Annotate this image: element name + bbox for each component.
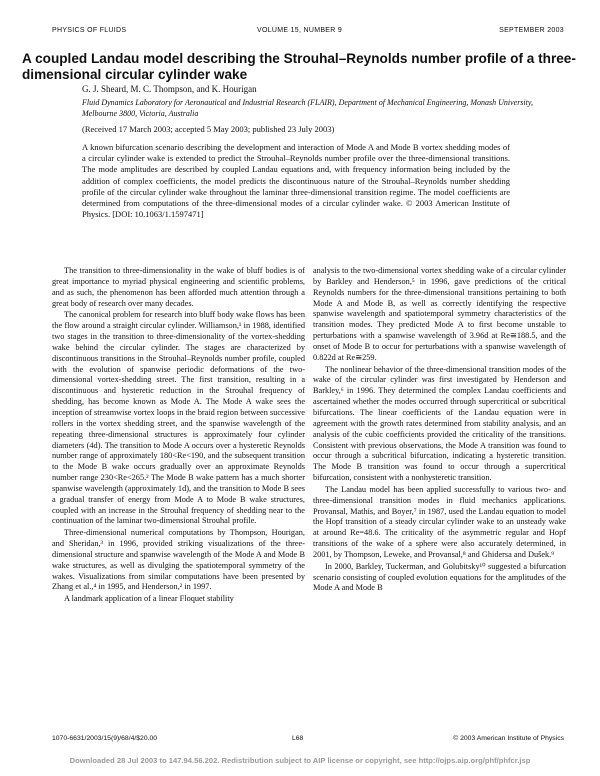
paragraph: The transition to three-dimensionality in the wake of bluff bodies is of great importance to myriad physical engineering and scientific problems, and as such, the phenomenon has been afforded much attention through a great body of research over many decades. [52,266,305,308]
abstract: A known bifurcation scenario describing the development and interaction of Mode A and Mode B vortex shedding modes of a circular cylinder wake is extended to predict the Strouhal–Reynolds number profile over the three-dimensional transitions. The mode amplitudes are described by coupled Landau equations and, with frequency information being included by the addition of complex coefficients, the model predicts the discontinuous nature of the Strouhal–Reynolds number shedding profile of the circular cylinder wake throughout the laminar three-dimensional transition regime. The model coefficients are determined from computations of the three-dimensional modes of a circular cylinder wake. © 2003 American Institute of Physics. [DOI: 10.1063/1.1597471] [82,142,510,220]
volume-number: VOLUME 15, NUMBER 9 [257,27,343,34]
received-dates: (Received 17 March 2003; accepted 5 May 2003; published 23 July 2003) [82,124,335,134]
paragraph: A landmark application of a linear Floquet stability [64,594,234,604]
paragraph: Three-dimensional numerical computations by Thompson, Hourigan, and Sheridan,³ in 1996, provided striking visualizations of the three-dimensional structure and spanwise wavelength of the Mode A and Mode B wake structures, as well as divulging the spatiotemporal symmetry of the wakes. Visualizations from similar computations have been presented by Zhang et al.,⁴ in 1995, and Henderson,² in 1997. [52,528,305,592]
article-title: A coupled Landau model describing the Strouhal–Reynolds number profile of a three-dimensional circular cylinder wake [22,51,576,82]
journal-name: PHYSICS OF FLUIDS [52,27,127,34]
issue-date: SEPTEMBER 2003 [499,27,564,34]
download-notice: Downloaded 28 Jul 2003 to 147.94.56.202. Redistribution subject to AIP license or copyright, see http://ojps.aip.org/phf/phfcr.jsp [69,756,531,765]
paragraph: The canonical problem for research into bluff body wake flows has been the flow around a straight circular cylinder. Williamson,¹ in 1988, identified two stages in the transition to three-dimensionality of the vortex-shedding wake behind the circular cylinder. The stages are characterized by discontinuous transitions in the Strouhal–Reynolds number profile, coupled with the evolution of spanwise periodic deformations of the two-dimensional vortex-shedding street. The first transition, resulting in a discontinuous and hysteretic reduction in the Strouhal frequency of shedding, has become known as Mode A. The Mode A wake sees the inception of streamwise vortex loops in the braid region between successive rollers in the vortex shedding street, and the spanwise wavelength of the repeating three-dimensional structures is approximately four cylinder diameters (4d). The transition to Mode A occurs over a hysteretic Reynolds number range of approximately 180<Re<190, and the subsequent transition to the Mode B wake occurs gradually over an approximate Reynolds number range 230<Re<265.² The Mode B wake pattern has a much shorter spanwise wavelength (approximately 1d), and the transition to Mode B sees a gradual transfer of energy from Mode A to Mode B wake structures, coupled with an increase in the Strouhal frequency of shedding near to the continuation of the laminar two-dimensional Strouhal profile. [52,310,305,526]
author-list: G. J. Sheard, M. C. Thompson, and K. Hourigan [82,84,257,94]
body-column-left [52,266,305,606]
paragraph: The Landau model has been applied successfully to various two- and three-dimensional transition modes in fluid mechanics applications. Provansal, Mathis, and Boyer,⁷ in 1987, used the Landau equation to model the Hopf transition of a steady circular cylinder wake to an unsteady wake at around Re=48.6. The criticality of the asymmetric regular and Hopf transitions of the wake of a sphere were also accurately determined, in 2001, by Thompson, Leweke, and Provansal,⁸ and Ghidersa and Dušek.⁹ [313,484,566,559]
body-column-right [313,266,566,595]
page-number: L68 [292,735,304,742]
footer-copyright: © 2003 American Institute of Physics [453,735,564,742]
footer-issn: 1070-6631/2003/15(9)/68/4/$20.00 [52,735,158,742]
paragraph: analysis to the two-dimensional vortex shedding wake of a circular cylinder by Barkley and Henderson,⁵ in 1996, gave predictions of the critical Reynolds numbers for the three-dimensional transitions pertaining to both Mode A and Mode B, as well as correctly identifying the respective spanwise wavelength and spatiotemporal symmetry characteristics of the transition modes. They predicted Mode A to first become unstable to perturbations with a spanwise wavelength of 3.96d at Re≅188.5, and the onset of Mode B to occur for perturbations with a spanwise wavelength of 0.822d at Re≅259. [313,266,566,362]
affiliation: Fluid Dynamics Laboratory for Aeronautical and Industrial Research (FLAIR), Department of Mechanical Engineering, Monash University, Melbourne 3800, Victoria, Australia [82,98,533,118]
paragraph: In 2000, Barkley, Tuckerman, and Golubitsky¹⁰ suggested a bifurcation scenario consisting of coupled evolution equations for the amplitudes of the Mode A and Mode B [313,561,566,593]
paragraph: The nonlinear behavior of the three-dimensional transition modes of the wake of the circular cylinder was first investigated by Henderson and Barkley,⁶ in 1996. They determined the complex Landau coefficients and ascertained whether the modes occurred through supercritical or subcritical bifurcations. The linear coefficients of the Landau equation were in agreement with the growth rates determined from stability analysis, and an analysis of the cubic coefficients provided the criticality of the transitions. Consistent with previous observations, the Mode A transition was found to occur through a subcritical bifurcation, indicating a hysteretic transition. The Mode B transition was found to occur through a supercritical bifurcation, consistent with a nonhysteretic transition. [313,364,566,483]
